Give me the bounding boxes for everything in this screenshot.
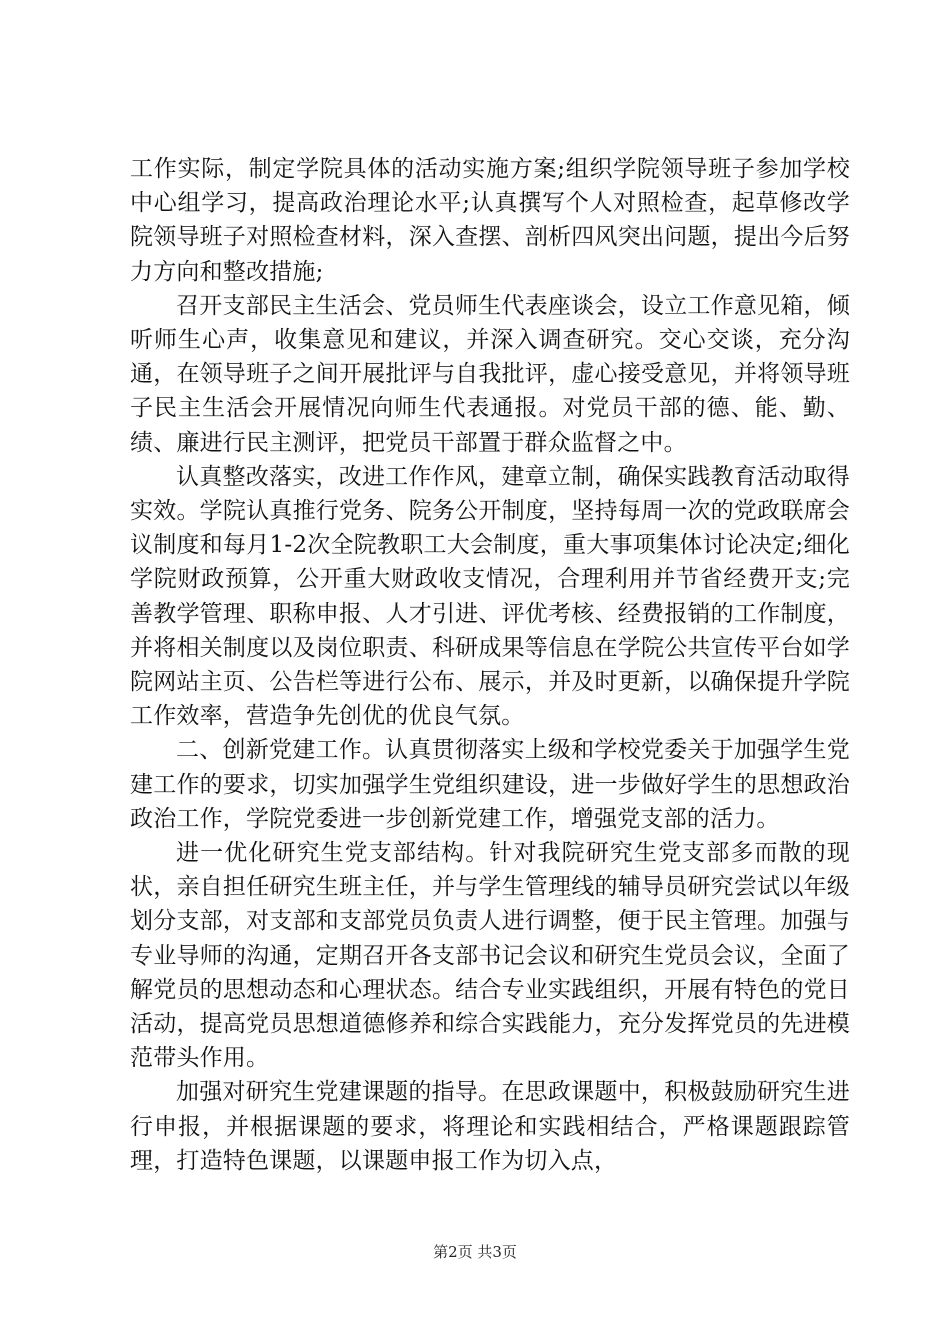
paragraph-5: 进一优化研究生党支部结构。针对我院研究生党支部多而散的现状，亲自担任研究生班主任，并与学生管理线的辅导员研究尝试以年级划分支部，对支部和支部党员负责人进行调整，便于民主管理。加强与专业导师的沟通，定期召开各支部书记会议和研究生党员会议，全面了解党员的思想动态和心理状态。结合专业实践组织，开展有特色的党日活动，提高党员思想道德修养和综合实践能力，充分发挥党员的先进模范带头作用。: [130, 840, 850, 1072]
paragraph-2: 召开支部民主生活会、党员师生代表座谈会，设立工作意见箱，倾听师生心声，收集意见和建议，并深入调查研究。交心交谈，充分沟通，在领导班子之间开展批评与自我批评，虚心接受意见，并将领导班子民主生活会开展情况向师生代表通报。对党员干部的德、能、勤、绩、廉进行民主测评，把党员干部置于群众监督之中。: [130, 292, 850, 456]
paragraph-3: 认真整改落实，改进工作作风，建章立制，确保实践教育活动取得实效。学院认真推行党务、院务公开制度，坚持每周一次的党政联席会议制度和每月1-2次全院教职工大会制度，重大事项集体讨论决定;细化学院财政预算，公开重大财政收支情况，合理利用并节省经费开支;完善教学管理、职称申报、人才引进、评优考核、经费报销的工作制度，并将相关制度以及岗位职责、科研成果等信息在学院公共宣传平台如学院网站主页、公告栏等进行公布、展示，并及时更新，以确保提升学院工作效率，营造争先创优的优良气氛。: [130, 463, 850, 730]
document-body: [130, 152, 850, 1178]
paragraph-4: 二、创新党建工作。认真贯彻落实上级和学校党委关于加强学生党建工作的要求，切实加强学生党组织建设，进一步做好学生的思想政治政治工作，学院党委进一步创新党建工作，增强党支部的活力。: [130, 737, 850, 832]
paragraph-1: 工作实际，制定学院具体的活动实施方案;组织学院领导班子参加学校中心组学习，提高政治理论水平;认真撰写个人对照检查，起草修改学院领导班子对照检查材料，深入查摆、剖析四风突出问题，提出今后努力方向和整改措施;: [130, 156, 850, 285]
paragraph-6: 加强对研究生党建课题的指导。在思政课题中，积极鼓励研究生进行申报，并根据课题的要求，将理论和实践相结合，严格课题跟踪管理，打造特色课题，以课题申报工作为切入点，: [130, 1079, 850, 1174]
page-number-footer: 第2页 共3页: [433, 1243, 517, 1261]
